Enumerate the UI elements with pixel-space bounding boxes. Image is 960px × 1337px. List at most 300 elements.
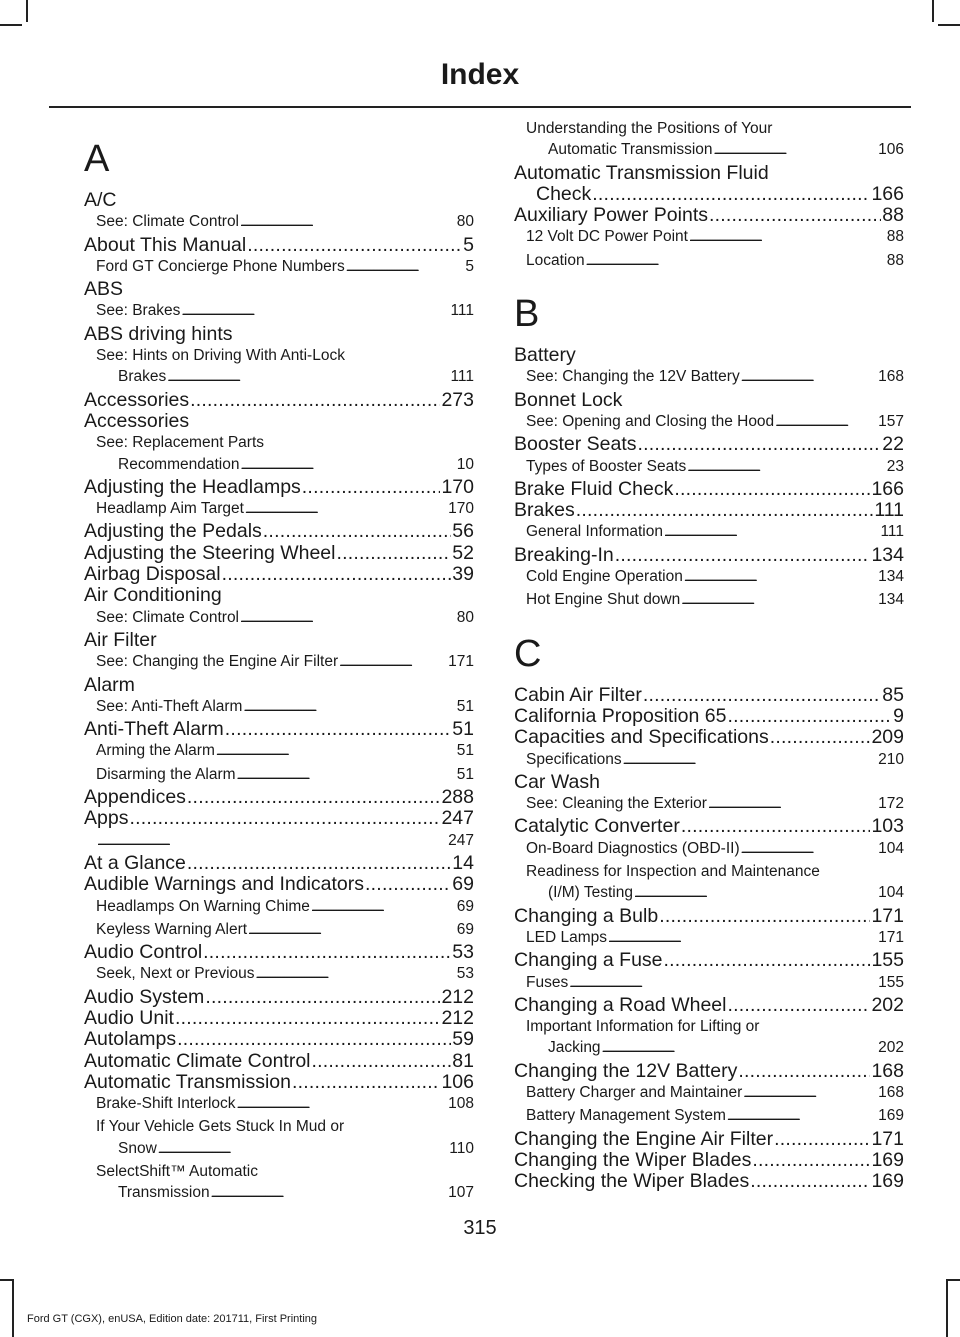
- dot-leader: [775, 411, 877, 434]
- entry-label: Recommendation: [118, 455, 240, 473]
- index-subentry[interactable]: [514, 1105, 904, 1128]
- edition-footer: Ford GT (CGX), enUSA, Edition date: 201711, First Printing: [27, 1313, 317, 1325]
- dot-leader: [659, 906, 870, 927]
- entry-label: Booster Seats: [514, 434, 637, 456]
- index-entry[interactable]: [84, 853, 474, 874]
- dot-leader: [187, 853, 451, 874]
- dot-leader: [97, 830, 447, 853]
- index-subentry[interactable]: [84, 454, 474, 477]
- index-entry[interactable]: [84, 543, 474, 564]
- entry-page-number: 104: [878, 839, 904, 857]
- index-entry[interactable]: [84, 1008, 474, 1029]
- index-subentry[interactable]: [514, 927, 904, 950]
- index-subentry[interactable]: [84, 651, 474, 674]
- entry-page-number: 53: [456, 965, 474, 983]
- entry-label: Disarming the Alarm: [96, 765, 236, 783]
- index-subentry[interactable]: [84, 256, 474, 279]
- entry-label: Adjusting the Pedals: [84, 521, 262, 543]
- entry-label: Automatic Transmission: [548, 141, 713, 159]
- entry-label: Audio System: [84, 986, 205, 1008]
- entry-page-number: 56: [452, 521, 474, 543]
- dot-leader: [743, 1082, 877, 1105]
- entry-page-number: 14: [452, 852, 474, 874]
- entry-page-number: 59: [452, 1029, 474, 1051]
- index-subentry[interactable]: [514, 566, 904, 589]
- entry-page-number: 155: [871, 950, 904, 972]
- index-subentry[interactable]: [84, 740, 474, 763]
- index-subentry[interactable]: [514, 456, 904, 479]
- entry-label: Adjusting the Headlamps: [84, 476, 301, 498]
- entry-label: Automatic Transmission Fluid: [514, 162, 769, 184]
- index-column-right: [514, 118, 904, 1192]
- entry-page-number: 134: [878, 568, 904, 586]
- entry-page-number: 10: [456, 455, 474, 473]
- index-entry[interactable]: [514, 950, 904, 971]
- index-subentry[interactable]: [84, 345, 474, 366]
- index-entry[interactable]: [84, 808, 474, 829]
- index-subentry[interactable]: [514, 972, 904, 995]
- index-entry[interactable]: [514, 545, 904, 566]
- index-entry[interactable]: [514, 434, 904, 455]
- dot-leader: [750, 1171, 870, 1192]
- entry-label: Headlamp Aim Target: [96, 500, 244, 518]
- entry-label: Types of Booster Seats: [526, 457, 687, 475]
- dot-leader: [311, 896, 456, 919]
- index-subentry[interactable]: [514, 1037, 904, 1060]
- index-entry[interactable]: [514, 390, 904, 411]
- dot-leader: [674, 479, 870, 500]
- entry-page-number: 106: [441, 1071, 474, 1093]
- dot-leader: [225, 719, 452, 740]
- dot-leader: [365, 874, 451, 895]
- entry-page-number: 273: [441, 389, 474, 411]
- entry-page-number: 169: [871, 1171, 904, 1193]
- index-subentry[interactable]: [84, 366, 474, 389]
- index-subentry[interactable]: [84, 498, 474, 521]
- entry-page-number: 155: [878, 973, 904, 991]
- entry-label: Battery: [514, 345, 576, 367]
- entry-label: About This Manual: [84, 234, 247, 256]
- index-subentry[interactable]: [84, 919, 474, 942]
- entry-label: SelectShift™ Automatic: [96, 1163, 258, 1181]
- dot-leader: [336, 543, 451, 564]
- index-entry[interactable]: [514, 205, 904, 226]
- index-entry[interactable]: [84, 411, 474, 432]
- entry-page-number: 168: [878, 1083, 904, 1101]
- entry-page-number: 166: [871, 478, 904, 500]
- entry-label: If Your Vehicle Gets Stuck In Mud or: [96, 1118, 345, 1136]
- index-entry[interactable]: [84, 942, 474, 963]
- entry-page-number: 202: [871, 994, 904, 1016]
- entry-label: Auxiliary Power Points: [514, 205, 708, 227]
- entry-label: Snow: [118, 1139, 157, 1157]
- index-entry[interactable]: [84, 675, 474, 696]
- section-letter: C: [514, 632, 542, 675]
- index-entry[interactable]: [84, 630, 474, 651]
- entry-label: Accessories: [84, 389, 190, 411]
- index-subentry[interactable]: [514, 118, 904, 139]
- index-subentry[interactable]: [514, 749, 904, 772]
- entry-page-number: 107: [448, 1184, 474, 1202]
- index-entry[interactable]: [514, 163, 904, 184]
- entry-page-number: 171: [871, 1128, 904, 1150]
- index-entry[interactable]: [514, 685, 904, 706]
- section-letter: B: [514, 293, 540, 336]
- entry-label: Air Conditioning: [84, 585, 222, 607]
- entry-label: Seek, Next or Previous: [96, 965, 255, 983]
- entry-label: See: Brakes: [96, 302, 181, 320]
- entry-label: Important Information for Lifting or: [526, 1018, 760, 1036]
- index-entry[interactable]: [84, 521, 474, 542]
- page-number: 315: [463, 1217, 497, 1239]
- entry-label: Apps: [84, 808, 129, 830]
- entry-label: Changing the 12V Battery: [514, 1060, 738, 1082]
- dot-leader: [190, 390, 440, 411]
- crop-mark: [0, 24, 22, 26]
- dot-leader: [216, 740, 456, 763]
- entry-page-number: 212: [441, 986, 474, 1008]
- entry-label: Audio Control: [84, 942, 203, 964]
- dot-leader: [240, 211, 456, 234]
- entry-label: Audible Warnings and Indicators: [84, 874, 365, 896]
- dot-leader: [187, 787, 441, 808]
- index-subentry[interactable]: [84, 696, 474, 719]
- entry-label: Check: [536, 183, 592, 205]
- index-subentry[interactable]: [514, 589, 904, 612]
- entry-page-number: 169: [878, 1107, 904, 1125]
- entry-label: Arming the Alarm: [96, 742, 215, 760]
- index-subentry[interactable]: [84, 764, 474, 787]
- dot-leader: [211, 1182, 448, 1205]
- entry-label: Changing the Engine Air Filter: [514, 1128, 774, 1150]
- crop-mark: [946, 1281, 948, 1337]
- dot-leader: [643, 685, 881, 706]
- index-column-left: [84, 118, 474, 1206]
- entry-page-number: 5: [465, 257, 474, 275]
- crop-mark: [946, 1279, 960, 1281]
- entry-label: Hot Engine Shut down: [526, 591, 681, 609]
- header-divider: [49, 106, 911, 108]
- page-title: Index: [440, 58, 520, 91]
- entry-label: General Information: [526, 523, 663, 541]
- index-subentry[interactable]: [514, 1082, 904, 1105]
- dot-leader: [243, 696, 455, 719]
- entry-page-number: 23: [886, 457, 904, 475]
- index-subentry[interactable]: [84, 1138, 474, 1161]
- entry-page-number: 247: [441, 808, 474, 830]
- index-entry[interactable]: [84, 279, 474, 300]
- entry-label: Accessories: [84, 410, 190, 432]
- dot-leader: [634, 882, 877, 905]
- index-entry[interactable]: [84, 477, 474, 498]
- entry-label: Airbag Disposal: [84, 564, 221, 586]
- entry-label: Alarm: [84, 674, 135, 696]
- entry-label: Brake-Shift Interlock: [96, 1095, 236, 1113]
- index-entry[interactable]: [514, 772, 904, 793]
- dot-leader: [248, 919, 456, 942]
- index-entry[interactable]: [514, 1171, 904, 1192]
- entry-label: Audio Unit: [84, 1007, 174, 1029]
- index-subentry[interactable]: [514, 838, 904, 861]
- index-entry[interactable]: [514, 1129, 904, 1150]
- dot-leader: [312, 1051, 452, 1072]
- entry-label: Brakes: [514, 500, 575, 522]
- entry-page-number: 171: [878, 928, 904, 946]
- entry-label: California Proposition 65: [514, 705, 727, 727]
- dot-leader: [608, 927, 877, 950]
- index-entry[interactable]: [84, 874, 474, 895]
- index-subentry[interactable]: [84, 830, 474, 853]
- dot-leader: [689, 226, 886, 249]
- crop-mark: [26, 0, 28, 22]
- dot-leader: [752, 1150, 870, 1171]
- entry-label: Car Wash: [514, 771, 600, 793]
- entry-page-number: 134: [878, 591, 904, 609]
- dot-leader: [292, 1072, 440, 1093]
- entry-label: Checking the Wiper Blades: [514, 1171, 750, 1193]
- crop-mark: [0, 1279, 14, 1281]
- dot-leader: [637, 434, 881, 455]
- dot-leader: [237, 764, 456, 787]
- dot-leader: [592, 184, 870, 205]
- index-subentry[interactable]: [84, 432, 474, 453]
- index-subentry[interactable]: [84, 896, 474, 919]
- entry-page-number: 51: [456, 742, 474, 760]
- entry-label: Automatic Transmission: [84, 1071, 291, 1093]
- index-entry[interactable]: [84, 1051, 474, 1072]
- entry-page-number: 110: [449, 1139, 474, 1157]
- crop-mark: [938, 24, 960, 26]
- entry-page-number: 210: [878, 750, 904, 768]
- dot-leader: [602, 1037, 878, 1060]
- dot-leader: [727, 995, 870, 1016]
- entry-page-number: 247: [448, 831, 474, 849]
- entry-label: Fuses: [526, 973, 569, 991]
- index-entry[interactable]: [514, 345, 904, 366]
- index-subentry[interactable]: [514, 250, 904, 273]
- dot-leader: [222, 564, 452, 585]
- entry-label: See: Changing the Engine Air Filter: [96, 653, 339, 671]
- entry-page-number: 170: [441, 476, 474, 498]
- dot-leader: [586, 250, 886, 273]
- entry-page-number: 209: [871, 727, 904, 749]
- index-subentry[interactable]: [514, 139, 904, 162]
- entry-label: Changing a Bulb: [514, 905, 659, 927]
- index-entry[interactable]: [514, 1061, 904, 1082]
- dot-leader: [741, 838, 878, 861]
- entry-label: Battery Charger and Maintainer: [526, 1083, 743, 1101]
- entry-label: Adjusting the Steering Wheel: [84, 542, 336, 564]
- entry-label: On-Board Diagnostics (OBD-II): [526, 839, 740, 857]
- entry-page-number: 111: [880, 523, 904, 541]
- entry-label: See: Cleaning the Exterior: [526, 795, 707, 813]
- entry-page-number: 106: [878, 141, 904, 159]
- dot-leader: [664, 521, 879, 544]
- dot-leader: [741, 366, 877, 389]
- index-subentry[interactable]: [84, 607, 474, 630]
- index-subentry[interactable]: [514, 882, 904, 905]
- entry-label: Cold Engine Operation: [526, 568, 683, 586]
- index-entry[interactable]: [84, 564, 474, 585]
- dot-leader: [237, 1093, 448, 1116]
- dot-leader: [240, 454, 455, 477]
- entry-page-number: 69: [452, 874, 474, 896]
- index-subentry[interactable]: [514, 521, 904, 544]
- dot-leader: [681, 589, 877, 612]
- index-entry[interactable]: [84, 719, 474, 740]
- index-subentry[interactable]: [84, 963, 474, 986]
- entry-page-number: 88: [882, 205, 904, 227]
- entry-label: Specifications: [526, 750, 622, 768]
- dot-leader: [177, 1029, 451, 1050]
- dot-leader: [770, 727, 871, 748]
- dot-leader: [167, 366, 449, 389]
- entry-label: Catalytic Converter: [514, 816, 680, 838]
- index-subentry[interactable]: [84, 1116, 474, 1137]
- index-entry[interactable]: [514, 500, 904, 521]
- index-entry[interactable]: [84, 190, 474, 211]
- index-entry[interactable]: [84, 1072, 474, 1093]
- entry-page-number: 172: [878, 795, 904, 813]
- entry-label: Appendices: [84, 787, 186, 809]
- index-entry[interactable]: [84, 1029, 474, 1050]
- entry-page-number: 168: [878, 368, 904, 386]
- dot-leader: [245, 498, 447, 521]
- index-entry[interactable]: [84, 324, 474, 345]
- entry-label: (I/M) Testing: [548, 884, 633, 902]
- entry-label: See: Anti-Theft Alarm: [96, 697, 243, 715]
- dot-leader: [203, 942, 451, 963]
- entry-label: Changing a Road Wheel: [514, 994, 727, 1016]
- index-entry[interactable]: [84, 987, 474, 1008]
- dot-leader: [175, 1008, 440, 1029]
- index-subentry[interactable]: [514, 411, 904, 434]
- index-subentry[interactable]: [514, 366, 904, 389]
- dot-leader: [339, 651, 447, 674]
- entry-label: Brakes: [118, 368, 167, 386]
- entry-label: Ford GT Concierge Phone Numbers: [96, 257, 345, 275]
- entry-label: See: Changing the 12V Battery: [526, 368, 740, 386]
- entry-page-number: 39: [452, 564, 474, 586]
- index-entry[interactable]: [514, 184, 904, 205]
- entry-label: See: Replacement Parts: [96, 434, 265, 452]
- entry-label: Location: [526, 251, 585, 269]
- entry-page-number: 51: [452, 719, 474, 741]
- index-entry[interactable]: [514, 1150, 904, 1171]
- entry-label: A/C: [84, 190, 117, 211]
- dot-leader: [158, 1138, 449, 1161]
- entry-page-number: 157: [878, 412, 904, 430]
- dot-leader: [181, 300, 449, 323]
- entry-label: Jacking: [548, 1039, 601, 1057]
- entry-label: Changing a Fuse: [514, 950, 663, 972]
- index-subentry[interactable]: [514, 793, 904, 816]
- index-subentry[interactable]: [84, 1093, 474, 1116]
- crop-mark: [932, 0, 934, 22]
- entry-label: Battery Management System: [526, 1107, 726, 1125]
- dot-leader: [681, 816, 871, 837]
- dot-leader: [664, 950, 871, 971]
- dot-leader: [708, 793, 877, 816]
- index-entry[interactable]: [514, 816, 904, 837]
- entry-page-number: 166: [871, 183, 904, 205]
- index-subentry[interactable]: [514, 226, 904, 249]
- entry-label: Autolamps: [84, 1029, 177, 1051]
- dot-leader: [346, 256, 465, 279]
- entry-page-number: 81: [452, 1050, 474, 1072]
- dot-leader: [263, 521, 452, 542]
- index-entry[interactable]: [84, 235, 474, 256]
- entry-page-number: 80: [456, 213, 474, 231]
- index-entry[interactable]: [514, 479, 904, 500]
- entry-label: At a Glance: [84, 852, 186, 874]
- entry-page-number: 5: [463, 234, 474, 256]
- dot-leader: [129, 808, 440, 829]
- entry-label: See: Climate Control: [96, 213, 240, 231]
- dot-leader: [727, 706, 892, 727]
- entry-page-number: 171: [448, 653, 474, 671]
- entry-label: Changing the Wiper Blades: [514, 1149, 752, 1171]
- entry-page-number: 85: [882, 684, 904, 706]
- entry-page-number: 22: [882, 434, 904, 456]
- entry-page-number: 169: [871, 1149, 904, 1171]
- entry-label: ABS driving hints: [84, 323, 233, 345]
- index-subentry[interactable]: [514, 1016, 904, 1037]
- index-entry[interactable]: [514, 706, 904, 727]
- entry-page-number: 69: [456, 920, 474, 938]
- index-entry[interactable]: [514, 727, 904, 748]
- index-entry[interactable]: [514, 995, 904, 1016]
- index-subentry[interactable]: [514, 861, 904, 882]
- entry-label: Keyless Warning Alert: [96, 920, 248, 938]
- dot-leader: [205, 987, 440, 1008]
- entry-page-number: 168: [871, 1060, 904, 1082]
- entry-page-number: 111: [450, 302, 474, 320]
- entry-page-number: 171: [871, 905, 904, 927]
- index-subentry[interactable]: [84, 211, 474, 234]
- dot-leader: [714, 139, 878, 162]
- entry-label: Capacities and Specifications: [514, 727, 769, 749]
- index-entry[interactable]: [84, 585, 474, 606]
- entry-label: Understanding the Positions of Your: [526, 120, 773, 137]
- dot-leader: [709, 205, 881, 226]
- entry-label: See: Climate Control: [96, 608, 240, 626]
- index-entry[interactable]: [84, 390, 474, 411]
- dot-leader: [623, 749, 877, 772]
- index-subentry[interactable]: [84, 1161, 474, 1182]
- entry-page-number: 69: [456, 897, 474, 915]
- entry-label: Brake Fluid Check: [514, 478, 674, 500]
- dot-leader: [569, 972, 877, 995]
- entry-page-number: 88: [886, 251, 904, 269]
- index-subentry[interactable]: [84, 300, 474, 323]
- entry-label: See: Opening and Closing the Hood: [526, 412, 775, 430]
- entry-page-number: 111: [450, 368, 474, 386]
- entry-label: Anti-Theft Alarm: [84, 719, 224, 741]
- dot-leader: [247, 235, 462, 256]
- entry-page-number: 212: [441, 1007, 474, 1029]
- index-subentry[interactable]: [84, 1182, 474, 1205]
- crop-mark: [12, 1281, 14, 1337]
- entry-page-number: 53: [452, 942, 474, 964]
- entry-page-number: 111: [874, 500, 904, 522]
- entry-page-number: 288: [441, 787, 474, 809]
- entry-label: Headlamps On Warning Chime: [96, 897, 310, 915]
- dot-leader: [684, 566, 877, 589]
- index-entry[interactable]: [84, 787, 474, 808]
- entry-page-number: 202: [878, 1039, 904, 1057]
- index-entry[interactable]: [514, 906, 904, 927]
